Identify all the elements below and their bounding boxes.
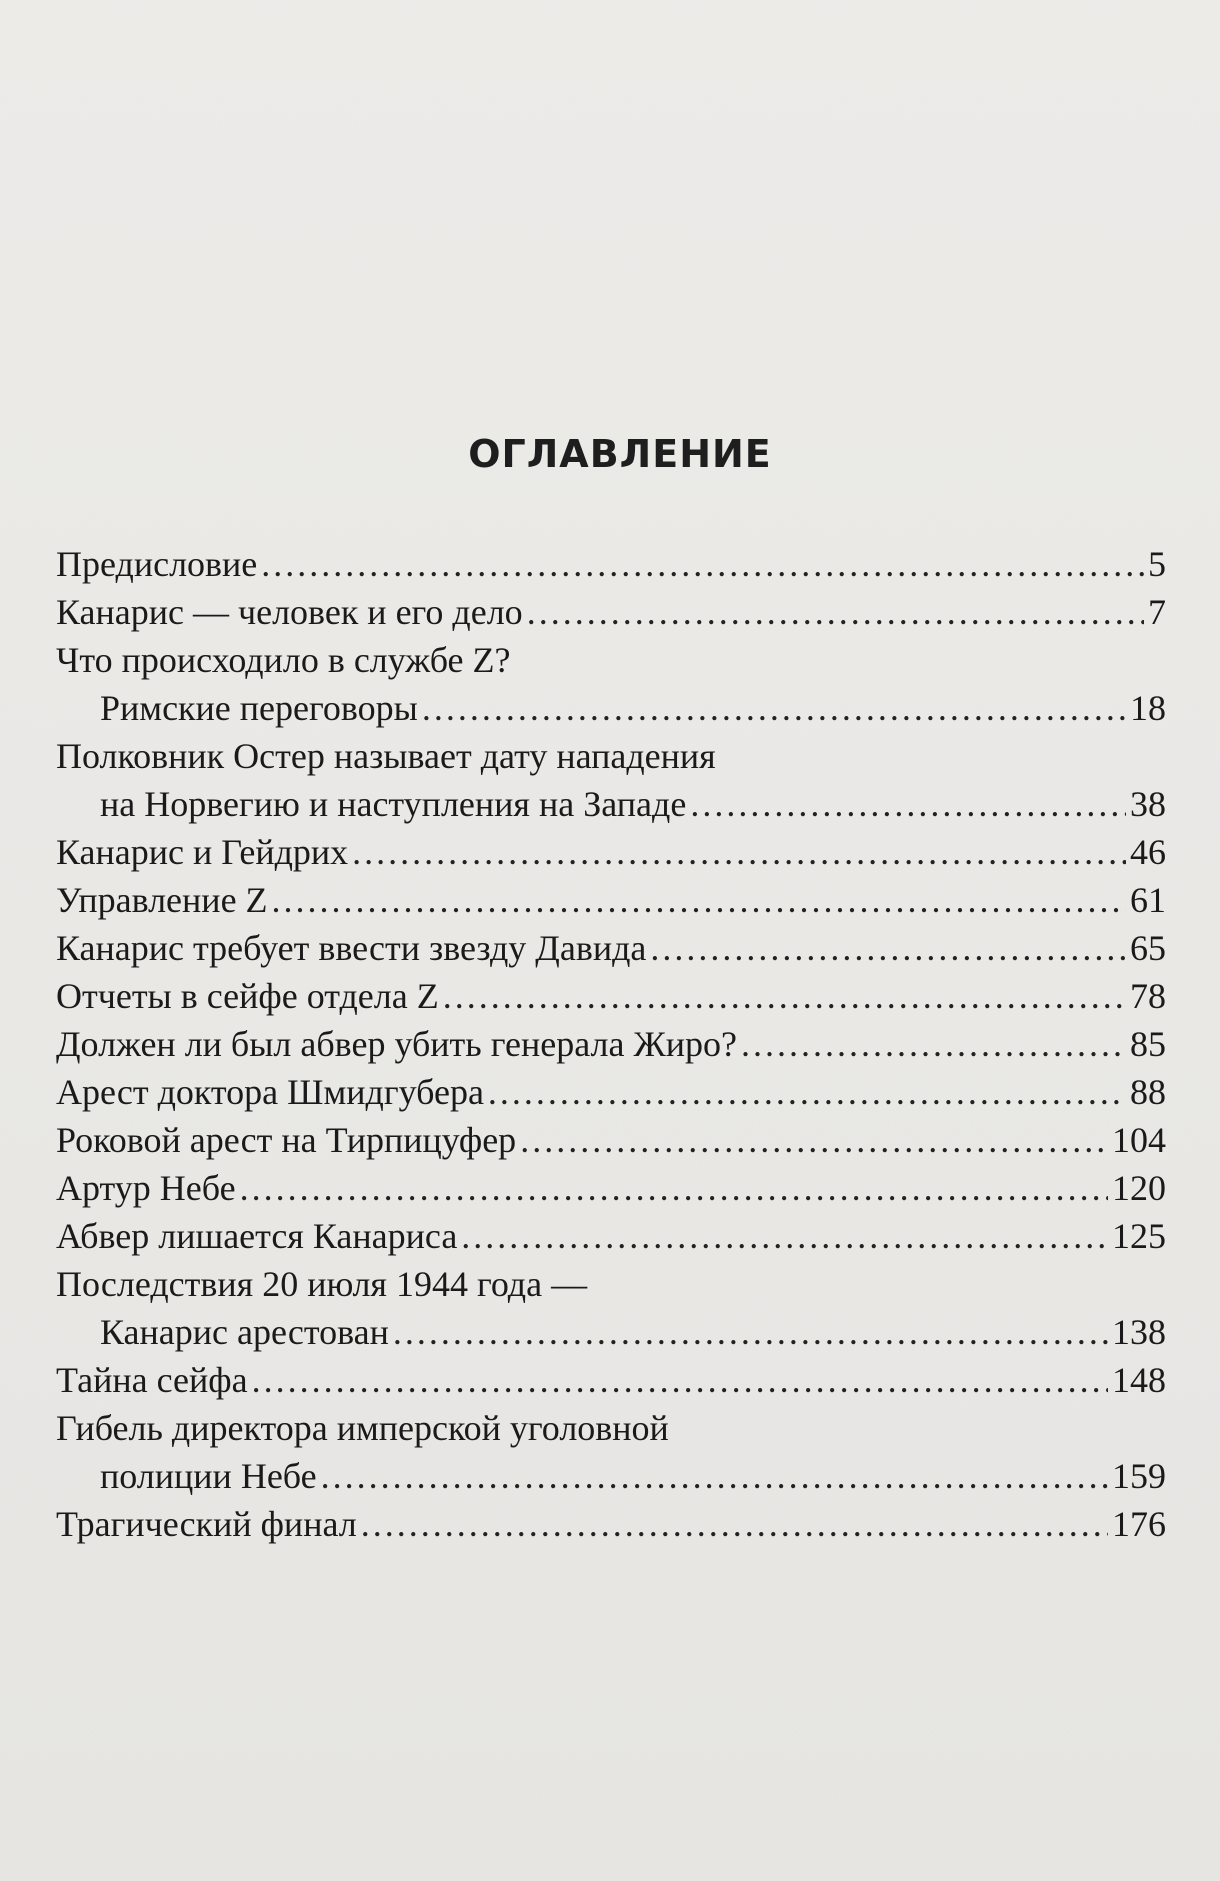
toc-entry-title: Роковой арест на Тирпицуфер xyxy=(56,1120,517,1160)
dot-leader xyxy=(252,1356,1108,1404)
toc-entry xyxy=(56,876,1166,924)
toc-entry xyxy=(56,1164,1166,1212)
toc-entry-title: Полковник Остер называет дату нападения xyxy=(56,736,716,776)
toc-entry xyxy=(56,972,1166,1020)
dot-leader xyxy=(261,540,1144,588)
toc-page-number: 5 xyxy=(1148,544,1166,584)
toc-entry-title: Последствия 20 июля 1944 года — xyxy=(56,1264,588,1304)
dot-leader xyxy=(361,1500,1108,1548)
toc-entry-line xyxy=(56,588,1166,636)
toc-entry xyxy=(56,636,1166,732)
toc-entry-line xyxy=(56,1308,1166,1356)
toc-page-number: 120 xyxy=(1112,1168,1166,1208)
toc-entry-title: Гибель директора имперской уголовной xyxy=(56,1408,669,1448)
toc-page-number: 85 xyxy=(1130,1024,1166,1064)
toc-entry-line xyxy=(56,924,1166,972)
toc-entry xyxy=(56,1356,1166,1404)
toc-entry-title: Канарис арестован xyxy=(100,1312,389,1352)
dot-leader xyxy=(352,828,1126,876)
toc-entry-title: Канарис и Гейдрих xyxy=(56,832,349,872)
toc-page-number: 65 xyxy=(1130,928,1166,968)
toc-entry-line xyxy=(56,1356,1166,1404)
toc-page-number: 78 xyxy=(1130,976,1166,1016)
dot-leader xyxy=(461,1212,1108,1260)
dot-leader xyxy=(741,1020,1126,1068)
toc-entry xyxy=(56,828,1166,876)
toc-entry xyxy=(56,588,1166,636)
toc-page-number: 148 xyxy=(1112,1360,1166,1400)
toc-page-number: 18 xyxy=(1130,688,1166,728)
toc-entry-title: Предисловие xyxy=(56,544,258,584)
toc-entry xyxy=(56,1116,1166,1164)
toc-entry-title: Канарис — человек и его дело xyxy=(56,592,523,632)
toc-entry-line xyxy=(56,1500,1166,1548)
toc-entry-title: Артур Небе xyxy=(56,1168,236,1208)
toc-entry xyxy=(56,1020,1166,1068)
toc-entry-line xyxy=(56,1116,1166,1164)
toc-page-number: 61 xyxy=(1130,880,1166,920)
dot-leader xyxy=(488,1068,1126,1116)
toc-entry-line xyxy=(56,1020,1166,1068)
dot-leader xyxy=(443,972,1126,1020)
toc-entry-title: Управление Z xyxy=(56,880,268,920)
toc-entry-line xyxy=(56,636,1166,684)
toc-page-number: 104 xyxy=(1112,1120,1166,1160)
toc-entry-title: на Норвегию и наступления на Западе xyxy=(100,784,687,824)
toc-page-number: 88 xyxy=(1130,1072,1166,1112)
toc-entry-line xyxy=(56,1404,1166,1452)
toc-page-number: 46 xyxy=(1130,832,1166,872)
toc-entry-title: Абвер лишается Канариса xyxy=(56,1216,458,1256)
toc-entry xyxy=(56,1404,1166,1500)
toc-entry-title: Тайна сейфа xyxy=(56,1360,248,1400)
toc-entry-title: Арест доктора Шмидгубера xyxy=(56,1072,484,1112)
toc-entry-line xyxy=(56,1260,1166,1308)
toc-entry-line xyxy=(56,876,1166,924)
toc-entry xyxy=(56,732,1166,828)
toc-entry-line xyxy=(56,1068,1166,1116)
toc-entry-title: Что происходило в службе Z? xyxy=(56,640,511,680)
toc-page-number: 38 xyxy=(1130,784,1166,824)
toc-page-number: 7 xyxy=(1148,592,1166,632)
dot-leader xyxy=(240,1164,1108,1212)
toc-entry xyxy=(56,1500,1166,1548)
toc-page-number: 125 xyxy=(1112,1216,1166,1256)
dot-leader xyxy=(520,1116,1108,1164)
toc-entry xyxy=(56,1260,1166,1356)
toc-entry-line xyxy=(56,1164,1166,1212)
toc-entry-line xyxy=(56,732,1166,780)
toc-entry-line xyxy=(56,972,1166,1020)
dot-leader xyxy=(393,1308,1108,1356)
toc-entry-line xyxy=(56,828,1166,876)
toc-entry xyxy=(56,540,1166,588)
toc-entry-line xyxy=(56,1452,1166,1500)
toc-entry-line xyxy=(56,540,1166,588)
toc-page-number: 159 xyxy=(1112,1456,1166,1496)
toc-entry xyxy=(56,924,1166,972)
table-of-contents xyxy=(56,540,1166,1548)
dot-leader xyxy=(321,1452,1108,1500)
dot-leader xyxy=(422,684,1126,732)
dot-leader xyxy=(690,780,1126,828)
page-title: ОГЛАВЛЕНИЕ xyxy=(468,432,772,476)
toc-page-number: 138 xyxy=(1112,1312,1166,1352)
dot-leader xyxy=(272,876,1126,924)
toc-entry-title: Трагический финал xyxy=(56,1504,357,1544)
toc-entry xyxy=(56,1068,1166,1116)
toc-page-number: 176 xyxy=(1112,1504,1166,1544)
toc-entry-line xyxy=(56,780,1166,828)
toc-entry-title: Отчеты в сейфе отдела Z xyxy=(56,976,439,1016)
toc-entry xyxy=(56,1212,1166,1260)
dot-leader xyxy=(650,924,1126,972)
toc-entry-title: Должен ли был абвер убить генерала Жиро? xyxy=(56,1024,737,1064)
toc-entry-title: Канарис требует ввести звезду Давида xyxy=(56,928,647,968)
toc-entry-title: полиции Небе xyxy=(100,1456,317,1496)
toc-entry-line xyxy=(56,1212,1166,1260)
dot-leader xyxy=(527,588,1144,636)
toc-entry-title: Римские переговоры xyxy=(100,688,418,728)
toc-entry-line xyxy=(56,684,1166,732)
